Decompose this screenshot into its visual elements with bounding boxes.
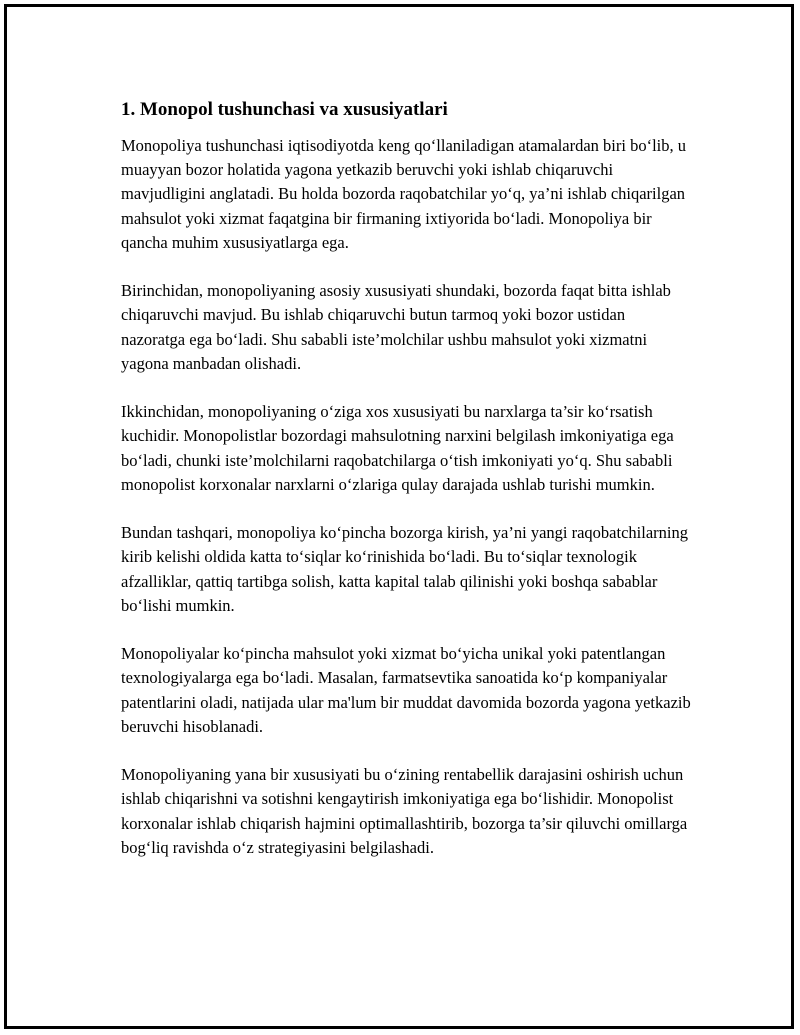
paragraph: Monopoliyaning yana bir xususiyati bu o‘zining rentabellik darajasini oshirish uchun ishlab chiqarishni va sotishni kengaytirish imkoniyatiga ega bo‘lishidir. Monopolist korxonalar ishlab chiqarish hajmini optimallashtirib, bozorga ta’sir qiluvchi omillarga bog‘liq ravishda o‘z strategiyasini belgilashadi. [121, 765, 688, 857]
paragraph: Monopoliyalar ko‘pincha mahsulot yoki xizmat bo‘yicha unikal yoki patentlangan texnologiyalarga ega bo‘ladi. Masalan, farmatsevtika sanoatida ko‘p kompaniyalar patentlarini oladi, natijada ular ma'lum bir muddat davomida bozorda yagona yetkazib beruvchi hisoblanadi. [121, 644, 691, 736]
section-heading: 1. Monopol tushunchasi va xususiyatlari [121, 99, 448, 120]
page-frame [4, 4, 794, 1029]
paragraph: Ikkinchidan, monopoliyaning o‘ziga xos xususiyati bu narxlarga ta’sir ko‘rsatish kuchidir. Monopolistlar bozordagi mahsulotning narxini belgilash imkoniyatiga ega bo‘ladi, chunki iste’molchilarni raqobatchilarga o‘tish imkoniyati yo‘q. Shu sababli monopolist korxonalar narxlarni o‘zlariga qulay darajada ushlab turishi mumkin. [121, 402, 674, 494]
paragraph: Bundan tashqari, monopoliya ko‘pincha bozorga kirish, ya’ni yangi raqobatchilarning kirib kelishi oldida katta to‘siqlar ko‘rinishida bo‘ladi. Bu to‘siqlar texnologik afzalliklar, qattiq tartibga solish, katta kapital talab qilinishi yoki boshqa sabablar bo‘lishi mumkin. [121, 523, 688, 615]
paragraph: Monopoliya tushunchasi iqtisodiyotda keng qo‘llaniladigan atamalardan biri bo‘lib, u muayyan bozor holatida yagona yetkazib beruvchi yoki ishlab chiqaruvchi mavjudligini anglatadi. Bu holda bozorda raqobatchilar yo‘q, ya’ni ishlab chiqarilgan mahsulot yoki xizmat faqatgina bir firmaning ixtiyorida bo‘ladi. Monopoliya bir qancha muhim xususiyatlarga ega. [121, 136, 687, 252]
document-body [121, 98, 691, 884]
paragraph: Birinchidan, monopoliyaning asosiy xususiyati shundaki, bozorda faqat bitta ishlab chiqaruvchi mavjud. Bu ishlab chiqaruvchi butun tarmoq yoki bozor ustidan nazoratga ega bo‘ladi. Shu sababli iste’molchilar ushbu mahsulot yoki xizmatni yagona manbadan olishadi. [121, 281, 671, 373]
